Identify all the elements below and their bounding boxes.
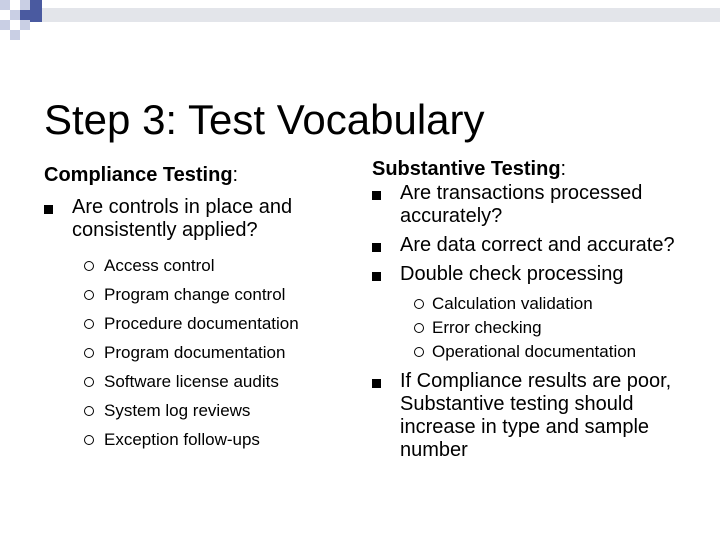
hollow-circle-icon bbox=[84, 261, 94, 271]
black-square-icon bbox=[372, 243, 381, 252]
hollow-circle-icon bbox=[84, 290, 94, 300]
hollow-circle-icon bbox=[84, 377, 94, 387]
right-column bbox=[372, 156, 692, 462]
decor-bar bbox=[42, 8, 720, 22]
decor-square bbox=[20, 0, 30, 10]
list-item bbox=[414, 292, 692, 316]
left-bullet-text: Are controls in place and consistently applied? bbox=[72, 196, 293, 241]
decor-square bbox=[20, 10, 30, 20]
decor-square bbox=[0, 10, 10, 20]
hollow-circle-icon bbox=[414, 347, 424, 357]
list-item-text: Software license audits bbox=[104, 372, 279, 391]
decor-square bbox=[10, 0, 20, 10]
decor-square bbox=[10, 10, 20, 20]
right-bullet bbox=[372, 263, 692, 286]
list-item bbox=[84, 254, 354, 278]
left-sub-list bbox=[44, 254, 354, 452]
decor-square bbox=[30, 0, 42, 10]
right-heading-colon: : bbox=[560, 158, 567, 180]
decor-square bbox=[10, 30, 20, 40]
list-item-text: Program documentation bbox=[104, 343, 286, 362]
list-item-text: Access control bbox=[104, 256, 215, 275]
header-decoration bbox=[0, 0, 720, 40]
left-column bbox=[44, 162, 354, 457]
decor-square bbox=[30, 10, 42, 22]
right-sub-list bbox=[372, 292, 692, 364]
left-heading-text: Compliance Testing bbox=[44, 164, 233, 186]
list-item bbox=[414, 340, 692, 364]
right-bullet-text: If Compliance results are poor, Substantive testing should increase in type and sample number bbox=[400, 370, 672, 461]
hollow-circle-icon bbox=[84, 319, 94, 329]
right-heading bbox=[372, 156, 692, 182]
decor-square bbox=[0, 0, 10, 10]
left-heading bbox=[44, 162, 354, 188]
black-square-icon bbox=[372, 379, 381, 388]
left-bullet bbox=[44, 196, 354, 242]
list-item bbox=[84, 428, 354, 452]
list-item-text: Operational documentation bbox=[432, 342, 637, 361]
decor-square bbox=[0, 20, 10, 30]
right-bullet bbox=[372, 234, 692, 257]
hollow-circle-icon bbox=[84, 406, 94, 416]
right-bullet-text: Double check processing bbox=[400, 263, 624, 285]
decor-square bbox=[20, 20, 30, 30]
list-item-text: System log reviews bbox=[104, 401, 251, 420]
list-item bbox=[84, 399, 354, 423]
right-bullet bbox=[372, 370, 692, 462]
right-bullet bbox=[372, 182, 692, 228]
right-heading-text: Substantive Testing bbox=[372, 158, 561, 180]
black-square-icon bbox=[372, 272, 381, 281]
black-square-icon bbox=[372, 191, 381, 200]
left-heading-colon: : bbox=[232, 164, 239, 186]
hollow-circle-icon bbox=[414, 299, 424, 309]
black-square-icon bbox=[44, 205, 53, 214]
list-item-text: Error checking bbox=[432, 318, 542, 337]
list-item-text: Exception follow-ups bbox=[104, 430, 260, 449]
list-item bbox=[84, 312, 354, 336]
hollow-circle-icon bbox=[414, 323, 424, 333]
right-bullet-text: Are transactions processed accurately? bbox=[400, 182, 643, 227]
hollow-circle-icon bbox=[84, 348, 94, 358]
list-item-text: Procedure documentation bbox=[104, 314, 299, 333]
list-item bbox=[414, 316, 692, 340]
list-item-text: Calculation validation bbox=[432, 294, 593, 313]
slide-title: Step 3: Test Vocabulary bbox=[44, 96, 485, 144]
right-bullet-text: Are data correct and accurate? bbox=[400, 234, 675, 256]
list-item bbox=[84, 370, 354, 394]
hollow-circle-icon bbox=[84, 435, 94, 445]
list-item bbox=[84, 283, 354, 307]
list-item-text: Program change control bbox=[104, 285, 286, 304]
list-item bbox=[84, 341, 354, 365]
